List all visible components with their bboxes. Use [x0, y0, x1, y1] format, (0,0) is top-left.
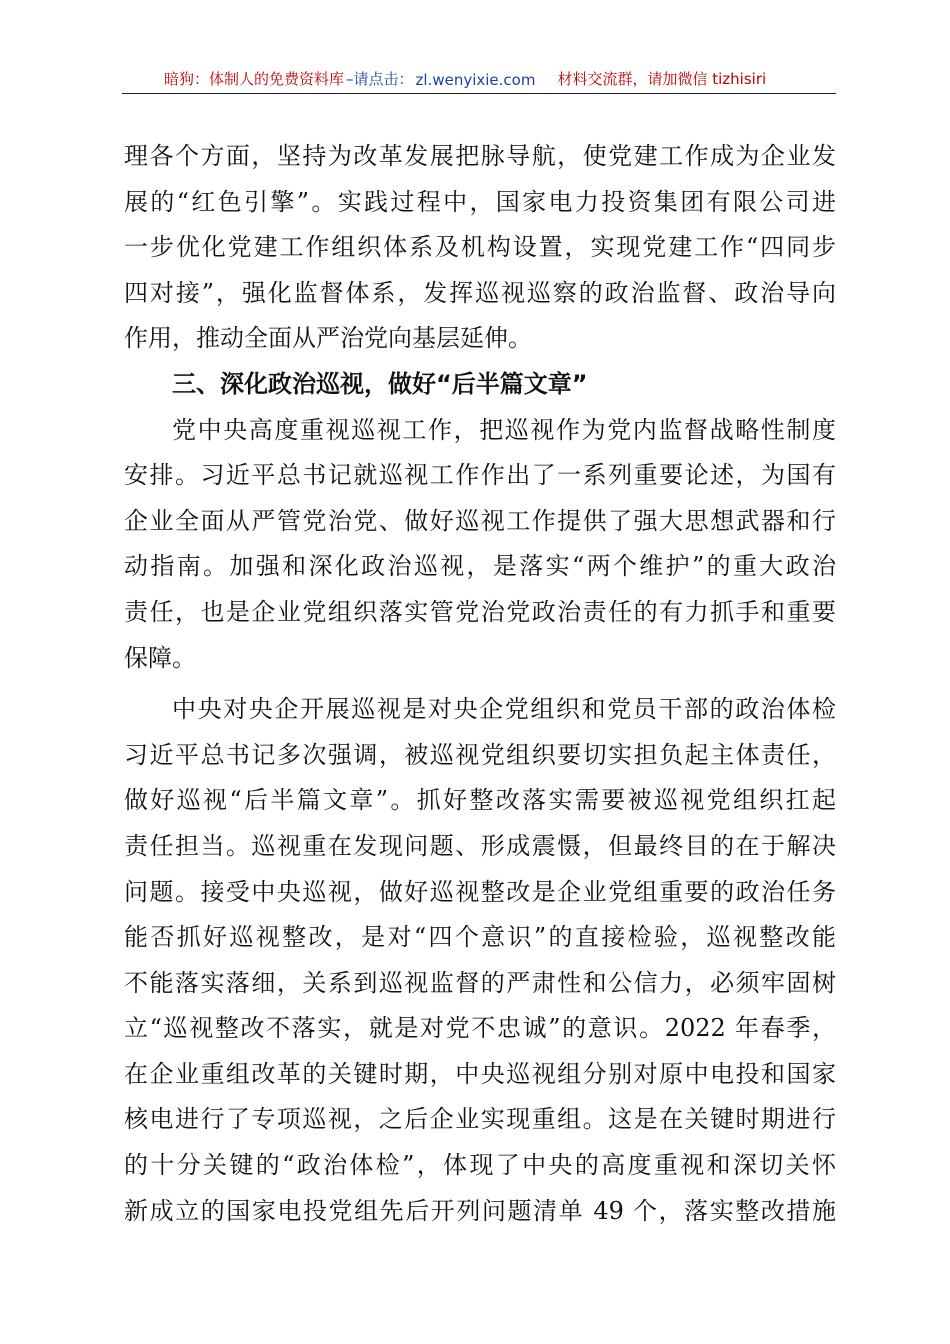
paragraph-2	[124, 408, 836, 682]
paragraph-1	[124, 134, 836, 362]
text-line: 保障。	[124, 643, 196, 672]
header-brand: 暗狗：体制人的免费资料库	[164, 70, 345, 88]
text-line: 安排。习近平总书记就巡视工作作出了一系列重要论述，为国有	[124, 461, 836, 490]
text-line: 的十分关键的“政治体检”，体现了中央的高度重视和深切关怀	[124, 1151, 836, 1180]
text-line: 企业全面从严管党治党、做好巡视工作提供了强大思想武器和行	[124, 506, 836, 535]
section-heading: 三、深化政治巡视，做好“后半篇文章”	[172, 369, 588, 398]
text-line: 党中央高度重视巡视工作，把巡视作为党内监督战略性制度	[172, 415, 836, 444]
header-site-link[interactable]: zl.wenyixie.com	[415, 71, 536, 89]
text-line: 核电进行了专项巡视，之后企业实现重组。这是在关键时期进行	[124, 1105, 836, 1134]
text-line: 在企业重组改革的关键时期，中央巡视组分别对原中电投和国家	[124, 1059, 836, 1088]
text-line: 四对接”，强化监督体系，发挥巡视巡察的政治监督、政治导向	[124, 278, 836, 307]
text-line: 做好巡视“后半篇文章”。抓好整改落实需要被巡视党组织扛起	[124, 786, 836, 815]
document-body	[124, 134, 836, 1234]
text-line: 问题。接受中央巡视，做好巡视整改是企业党组重要的政治任务	[124, 877, 836, 906]
header-contact: 材料交流群，请加微信 tizhisiri	[557, 70, 767, 88]
text-line: 责任，也是企业党组织落实管党治党政治责任的有力抓手和重要	[124, 597, 836, 626]
paragraph-3	[124, 687, 836, 1234]
text-line: 新成立的国家电投党组先后开列问题清单 49 个，落实整改措施	[124, 1196, 836, 1225]
text-line: 动指南。加强和深化政治巡视，是落实“两个维护”的重大政治	[124, 552, 836, 581]
text-line: 理各个方面，坚持为改革发展把脉导航，使党建工作成为企业发	[124, 142, 836, 170]
text-line: 一步优化党建工作组织体系及机构设置，实现党建工作“四同步	[124, 233, 836, 262]
page-header	[122, 66, 836, 94]
text-line: 中央对央企开展巡视是对央企党组织和党员干部的政治体检	[172, 695, 836, 724]
text-line: 展的“红色引擎”。实践过程中，国家电力投资集团有限公司进	[124, 187, 836, 216]
text-line: 作用，推动全面从严治党向基层延伸。	[124, 324, 532, 353]
header-click-prompt: –请点击：	[346, 70, 414, 88]
text-line: 能否抓好巡视整改，是对“四个意识”的直接检验，巡视整改能	[124, 923, 836, 952]
text-line: 责任担当。巡视重在发现问题、形成震慑，但最终目的在于解决	[124, 831, 836, 860]
text-line: 不能落实落细，关系到巡视监督的严肃性和公信力，必须牢固树	[124, 968, 836, 997]
text-line: 习近平总书记多次强调，被巡视党组织要切实担负起主体责任，	[124, 740, 836, 769]
text-line: 立“巡视整改不落实，就是对党不忠诚”的意识。2022 年春季，	[124, 1014, 836, 1043]
